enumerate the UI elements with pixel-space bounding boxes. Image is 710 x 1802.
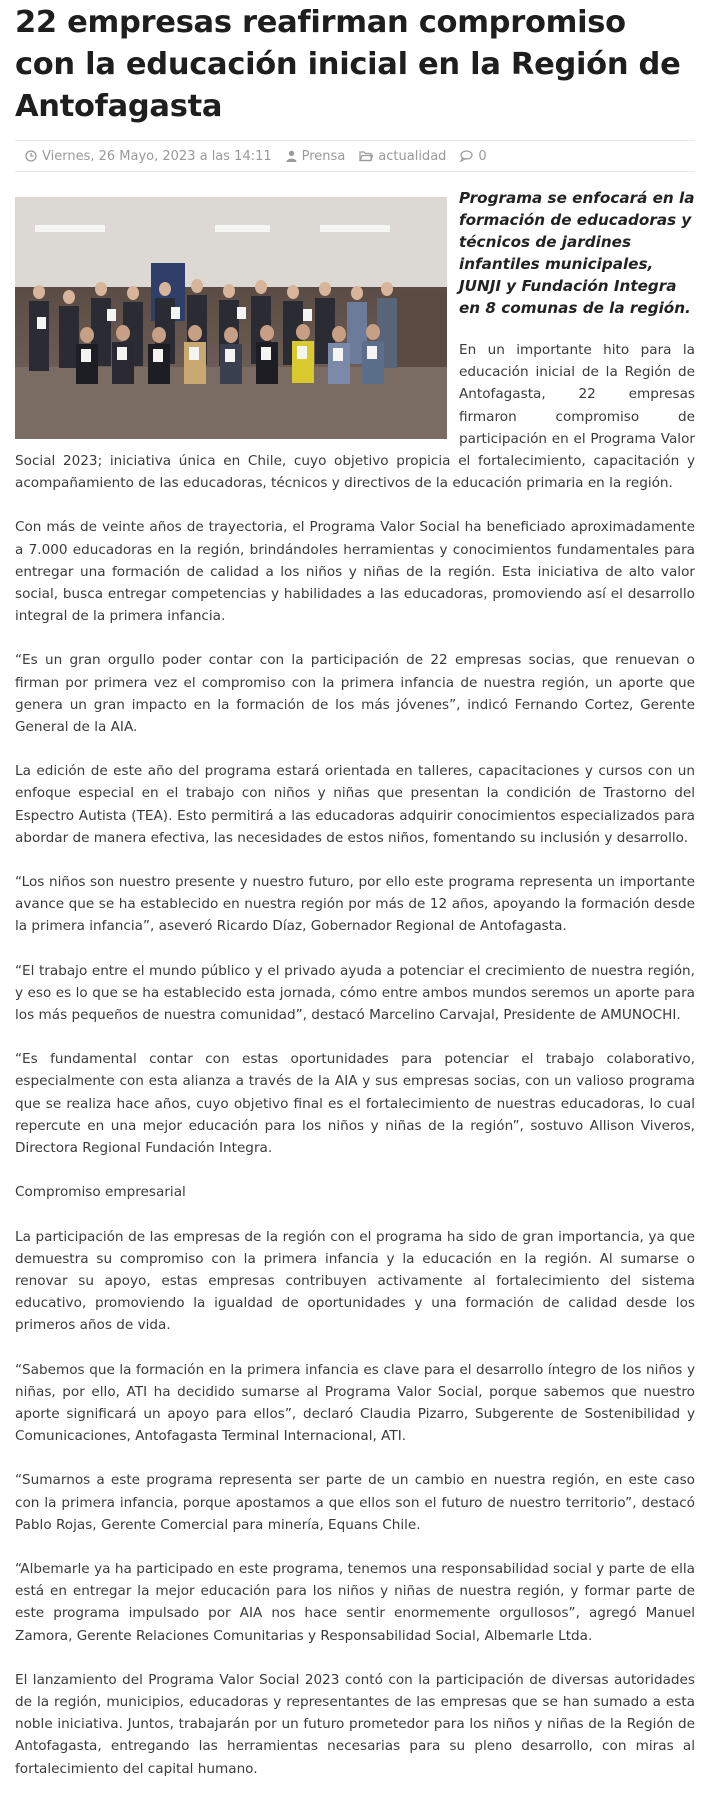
article-paragraph: “Es un gran orgullo poder contar con la participación de 22 empresas socias, que renuevan o firman por primera vez el compromiso con la primera infancia de nuestra región, un aporte que genera un gran impacto en la formación de los más jóvenes”, indicó Fernando Cortez, Gerente General de la AIA. [15,652,695,736]
article-body [15,187,695,1802]
article-meta [15,140,695,172]
user-icon [286,150,297,162]
article-paragraph: En un importante hito para la educación inicial de la Región de Antofagasta, 22 empresas firmaron compromiso de participación en el Programa Valor Social 2023; iniciativa única en Chile, cuyo objetivo propicia el fortalecimiento, capacitación y acompañamiento de las educadoras, técnicos y directivos de la educación primaria en la región. [15,342,695,492]
clock-icon [25,150,37,162]
meta-category[interactable] [359,149,446,164]
article-title: 22 empresas reafirman compromiso con la educación inicial en la Región de Antofagasta [15,5,681,124]
meta-category-text[interactable]: actualidad [378,148,447,164]
meta-comments[interactable] [460,149,486,164]
article-paragraph: “Albemarle ya ha participado en este programa, tenemos una responsabilidad social y parte de ella está en entregar la mejor educación para los niños y niñas de nuestra región, y formar parte de este programa impulsado por AIA nos hace sentir enormemente orgullosos”, agregó Manuel Zamora, Gerente Relaciones Comunitarias y Responsabilidad Social, Albemarle Ltda. [15,1560,695,1644]
article-paragraph: La edición de este año del programa estará orientada en talleres, capacitaciones y cursos con un enfoque especial en el trabajo con niños y niñas que presentan la condición de Trastorno del Espectro Autista (TEA). Esto permitirá a las educadoras adquirir conocimientos especializados para abordar de manera efectiva, las necesidades de estos niños, fomentando su inclusión y desarrollo. [15,763,695,846]
article-paragraph: “Es fundamental contar con estas oportunidades para potenciar el trabajo colaborativo, especialmente con esta alianza a través de la AIA y sus empresas socias, con un valioso programa que se realiza hace años, cuyo objetivo final es el fortalecimiento de nuestras educadoras, lo cual repercute en una mejor educación para los niños y niñas de la región”, sostuvo Allison Viveros, Directora Regional Fundación Integra. [15,1051,695,1157]
section-subheading: Compromiso empresarial [15,1184,186,1201]
article-paragraph: La participación de las empresas de la región con el programa ha sido de gran importancia, ya que demuestra su compromiso con la primera infancia y la educación en la región. Al sumarse o renovar su apoyo, estas empresas contribuyen activamente al fortalecimiento del sistema educativo, promoviendo la igualdad de oportunidades y una formación de calidad desde los primeros años de vida. [15,1228,695,1334]
meta-author-text[interactable]: Prensa [301,148,346,164]
meta-date-text: Viernes, 26 Mayo, 2023 a las 14:11 [42,148,272,164]
article-paragraph: “Sabemos que la formación en la primera infancia es clave para el desarrollo íntegro de los niños y niñas, por ello, ATI ha decidido sumarse al Programa Valor Social, porque sabemos que nuestro aporte significará un apoyo para ellos”, declaró Claudia Pizarro, Subgerente de Sostenibilidad y Comunicaciones, Antofagasta Terminal Internacional, ATI. [15,1361,695,1445]
comment-icon [460,150,473,162]
meta-comments-count[interactable]: 0 [478,148,487,164]
photo-spacer [15,187,459,449]
article-paragraph: “Sumarnos a este programa representa ser parte de un cambio en nuestra región, en este caso con la primera infancia, porque apostamos a que ellos son el futuro de nuestro territorio”, destacó Pablo Rojas, Gerente Comercial para minería, Equans Chile. [15,1472,695,1533]
article-lead: Programa se enfocará en la formación de educadoras y técnicos de jardines infantiles municipales, JUNJI y Fundación Integra en 8 comunas de la región. [459,189,695,317]
folder-icon [359,150,373,162]
article-paragraph: “Los niños son nuestro presente y nuestro futuro, por ello este programa representa un importante avance que se ha establecido en nuestra región por más de 12 años, apoyando la formación desde la primera infancia”, aseveró Ricardo Díaz, Gobernador Regional de Antofagasta. [15,874,695,935]
article-paragraph: Con más de veinte años de trayectoria, el Programa Valor Social ha beneficiado aproximadamente a 7.000 educadoras en la región, brindándoles herramientas y conocimientos fundamentales para entregar una formación de calidad a los niños y niñas de la región. Esta iniciativa de alto valor social, busca entregar competencias y habilidades a las educadoras, promoviendo así el desarrollo integral de la primera infancia. [15,519,695,625]
meta-author[interactable] [286,149,346,164]
article-paragraph: “El trabajo entre el mundo público y el privado ayuda a potenciar el crecimiento de nuestra región, y eso es lo que se ha establecido esta jornada, cómo entre ambos mundos seremos un aporte para los más pequeños de nuestra comunidad”, destacó Marcelino Carvajal, Presidente de AMUNOCHI. [15,962,695,1024]
meta-date [25,149,272,164]
article-paragraph: El lanzamiento del Programa Valor Social 2023 contó con la participación de diversas autoridades de la región, municipios, educadoras y representantes de las empresas que se han sumado a esta noble iniciativa. Juntos, trabajarán por un futuro prometedor para los niños y niñas de la Región de Antofagasta, entregando las herramientas necesarias para su pleno desarrollo, con miras al fortalecimiento del capital humano. [15,1671,695,1777]
